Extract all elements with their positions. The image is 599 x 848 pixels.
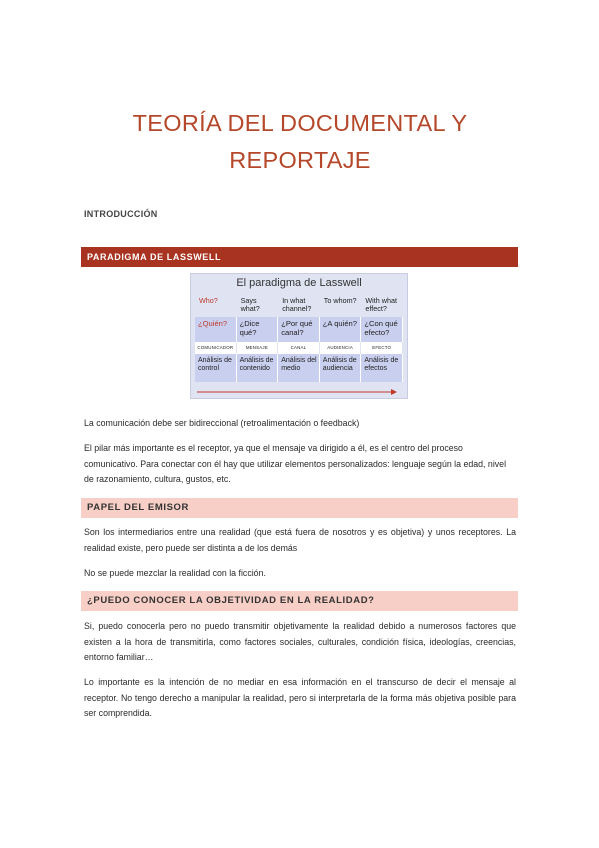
paragraph: La comunicación debe ser bidireccional (retroalimentación o feedback) bbox=[84, 418, 360, 428]
paragraph: No se puede mezclar la realidad con la ficción. bbox=[84, 568, 266, 578]
figure-role-cell: COMUNICADOR bbox=[195, 342, 237, 354]
paragraph: El pilar más importante es el receptor, ya que el mensaje va dirigido a él, es el centro del proceso comunicativo. Para conectar con él hay que utilizar elementos personalizados: lenguaje según la edad, nivel de razonamiento, cultura, gustos, etc. bbox=[84, 443, 507, 484]
figure-role-cell: EFECTO bbox=[361, 342, 403, 354]
document-title: TEORÍA DEL DOCUMENTAL Y REPORTAJE bbox=[132, 110, 468, 173]
figure-en-cell: With what effect? bbox=[365, 296, 397, 313]
figure-es-cell: ¿Quién? bbox=[195, 317, 237, 342]
lasswell-figure bbox=[190, 273, 408, 399]
figure-es-cell: ¿Dice qué? bbox=[237, 317, 279, 342]
figure-grid bbox=[195, 295, 403, 382]
figure-en-cell: To whom? bbox=[323, 296, 357, 305]
section-heading-emisor: PAPEL DEL EMISOR bbox=[81, 498, 518, 518]
paragraph: Son los intermediarios entre una realidad (que está fuera de nosotros y es objetiva) y unos receptores. La realidad existe, pero puede ser distinta a de los demás bbox=[84, 527, 516, 553]
section-heading-objetividad: ¿PUEDO CONOCER LA OBJETIVIDAD EN LA REALIDAD? bbox=[81, 591, 518, 611]
figure-es-cell: ¿Por qué canal? bbox=[278, 317, 320, 342]
paragraph: Si, puedo conocerla pero no puedo transmitir objetivamente la realidad debido a numerosos factores que existen a la hora de transmitirla, como factores sociales, culturales, condición física, ideologías, creencias, entorno familiar… bbox=[84, 621, 516, 662]
figure-analysis-cell: Análisis de efectos bbox=[361, 354, 403, 382]
intro-heading: INTRODUCCIÓN bbox=[84, 209, 158, 219]
figure-arrow bbox=[197, 388, 397, 396]
figure-en-cell: Who? bbox=[199, 296, 218, 305]
figure-analysis-cell: Análisis de control bbox=[195, 354, 237, 382]
figure-en-cell: Says what? bbox=[240, 296, 260, 313]
figure-en-cell: In what channel? bbox=[282, 296, 312, 313]
figure-es-cell: ¿A quién? bbox=[320, 317, 362, 342]
figure-title: El paradigma de Lasswell bbox=[236, 277, 362, 289]
figure-es-cell: ¿Con qué efecto? bbox=[361, 317, 403, 342]
figure-analysis-cell: Análisis de audiencia bbox=[320, 354, 362, 382]
figure-role-cell: CANAL bbox=[278, 342, 320, 354]
figure-role-cell: MENSAJE bbox=[237, 342, 279, 354]
section-heading-lasswell: PARADIGMA DE LASSWELL bbox=[81, 247, 518, 267]
paragraph: Lo importante es la intención de no mediar en esa información en el transcurso de decir el mensaje al receptor. No tengo derecho a manipular la realidad, pero si interpretarla de la forma más objetiva posible para ser comprendida. bbox=[84, 677, 516, 718]
figure-analysis-cell: Análisis de contenido bbox=[237, 354, 279, 382]
figure-analysis-cell: Análisis del medio bbox=[278, 354, 320, 382]
figure-role-cell: AUDIENCIA bbox=[320, 342, 362, 354]
